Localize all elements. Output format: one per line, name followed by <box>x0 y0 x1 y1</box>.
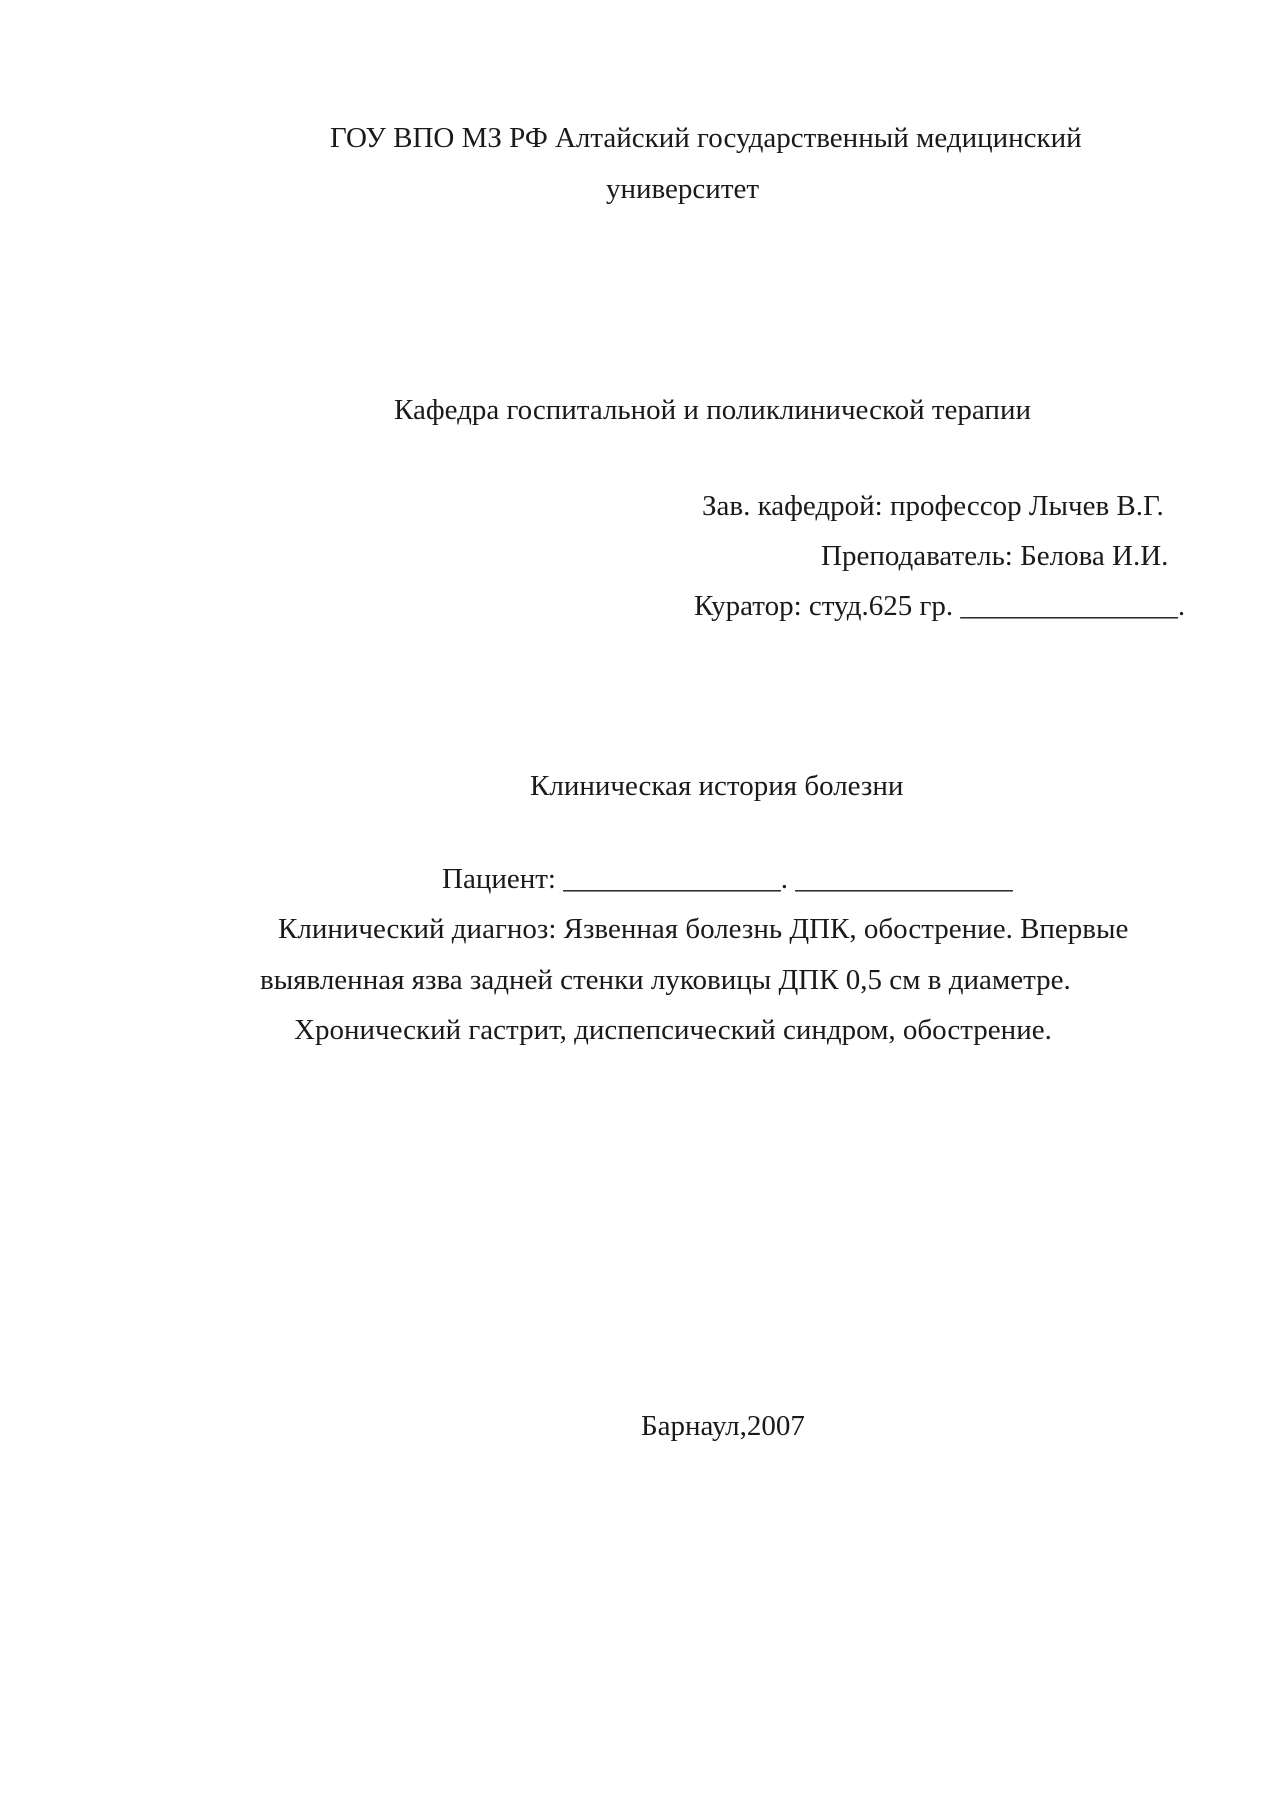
curator: Куратор: студ.625 гр. _______________. <box>694 590 1186 622</box>
department-name: Кафедра госпитальной и поликлинической терапии <box>394 394 1031 426</box>
university-line-2: университет <box>606 173 760 205</box>
head-of-department: Зав. кафедрой: профессор Лычев В.Г. <box>702 490 1164 522</box>
document-title: Клиническая история болезни <box>530 770 904 802</box>
university-line-1: ГОУ ВПО МЗ РФ Алтайский государственный медицинский <box>330 122 1082 154</box>
city-year: Барнаул,2007 <box>641 1410 805 1442</box>
diagnosis-line-3: Хронический гастрит, диспепсический синдром, обострение. <box>294 1014 1052 1046</box>
diagnosis-line-1: Клинический диагноз: Язвенная болезнь ДПК, обострение. Впервые <box>278 913 1129 945</box>
diagnosis-line-2: выявленная язва задней стенки луковицы ДПК 0,5 см в диаметре. <box>260 964 1071 996</box>
teacher: Преподаватель: Белова И.И. <box>821 540 1169 572</box>
patient-line: Пациент: _______________. _______________ <box>442 863 1013 895</box>
